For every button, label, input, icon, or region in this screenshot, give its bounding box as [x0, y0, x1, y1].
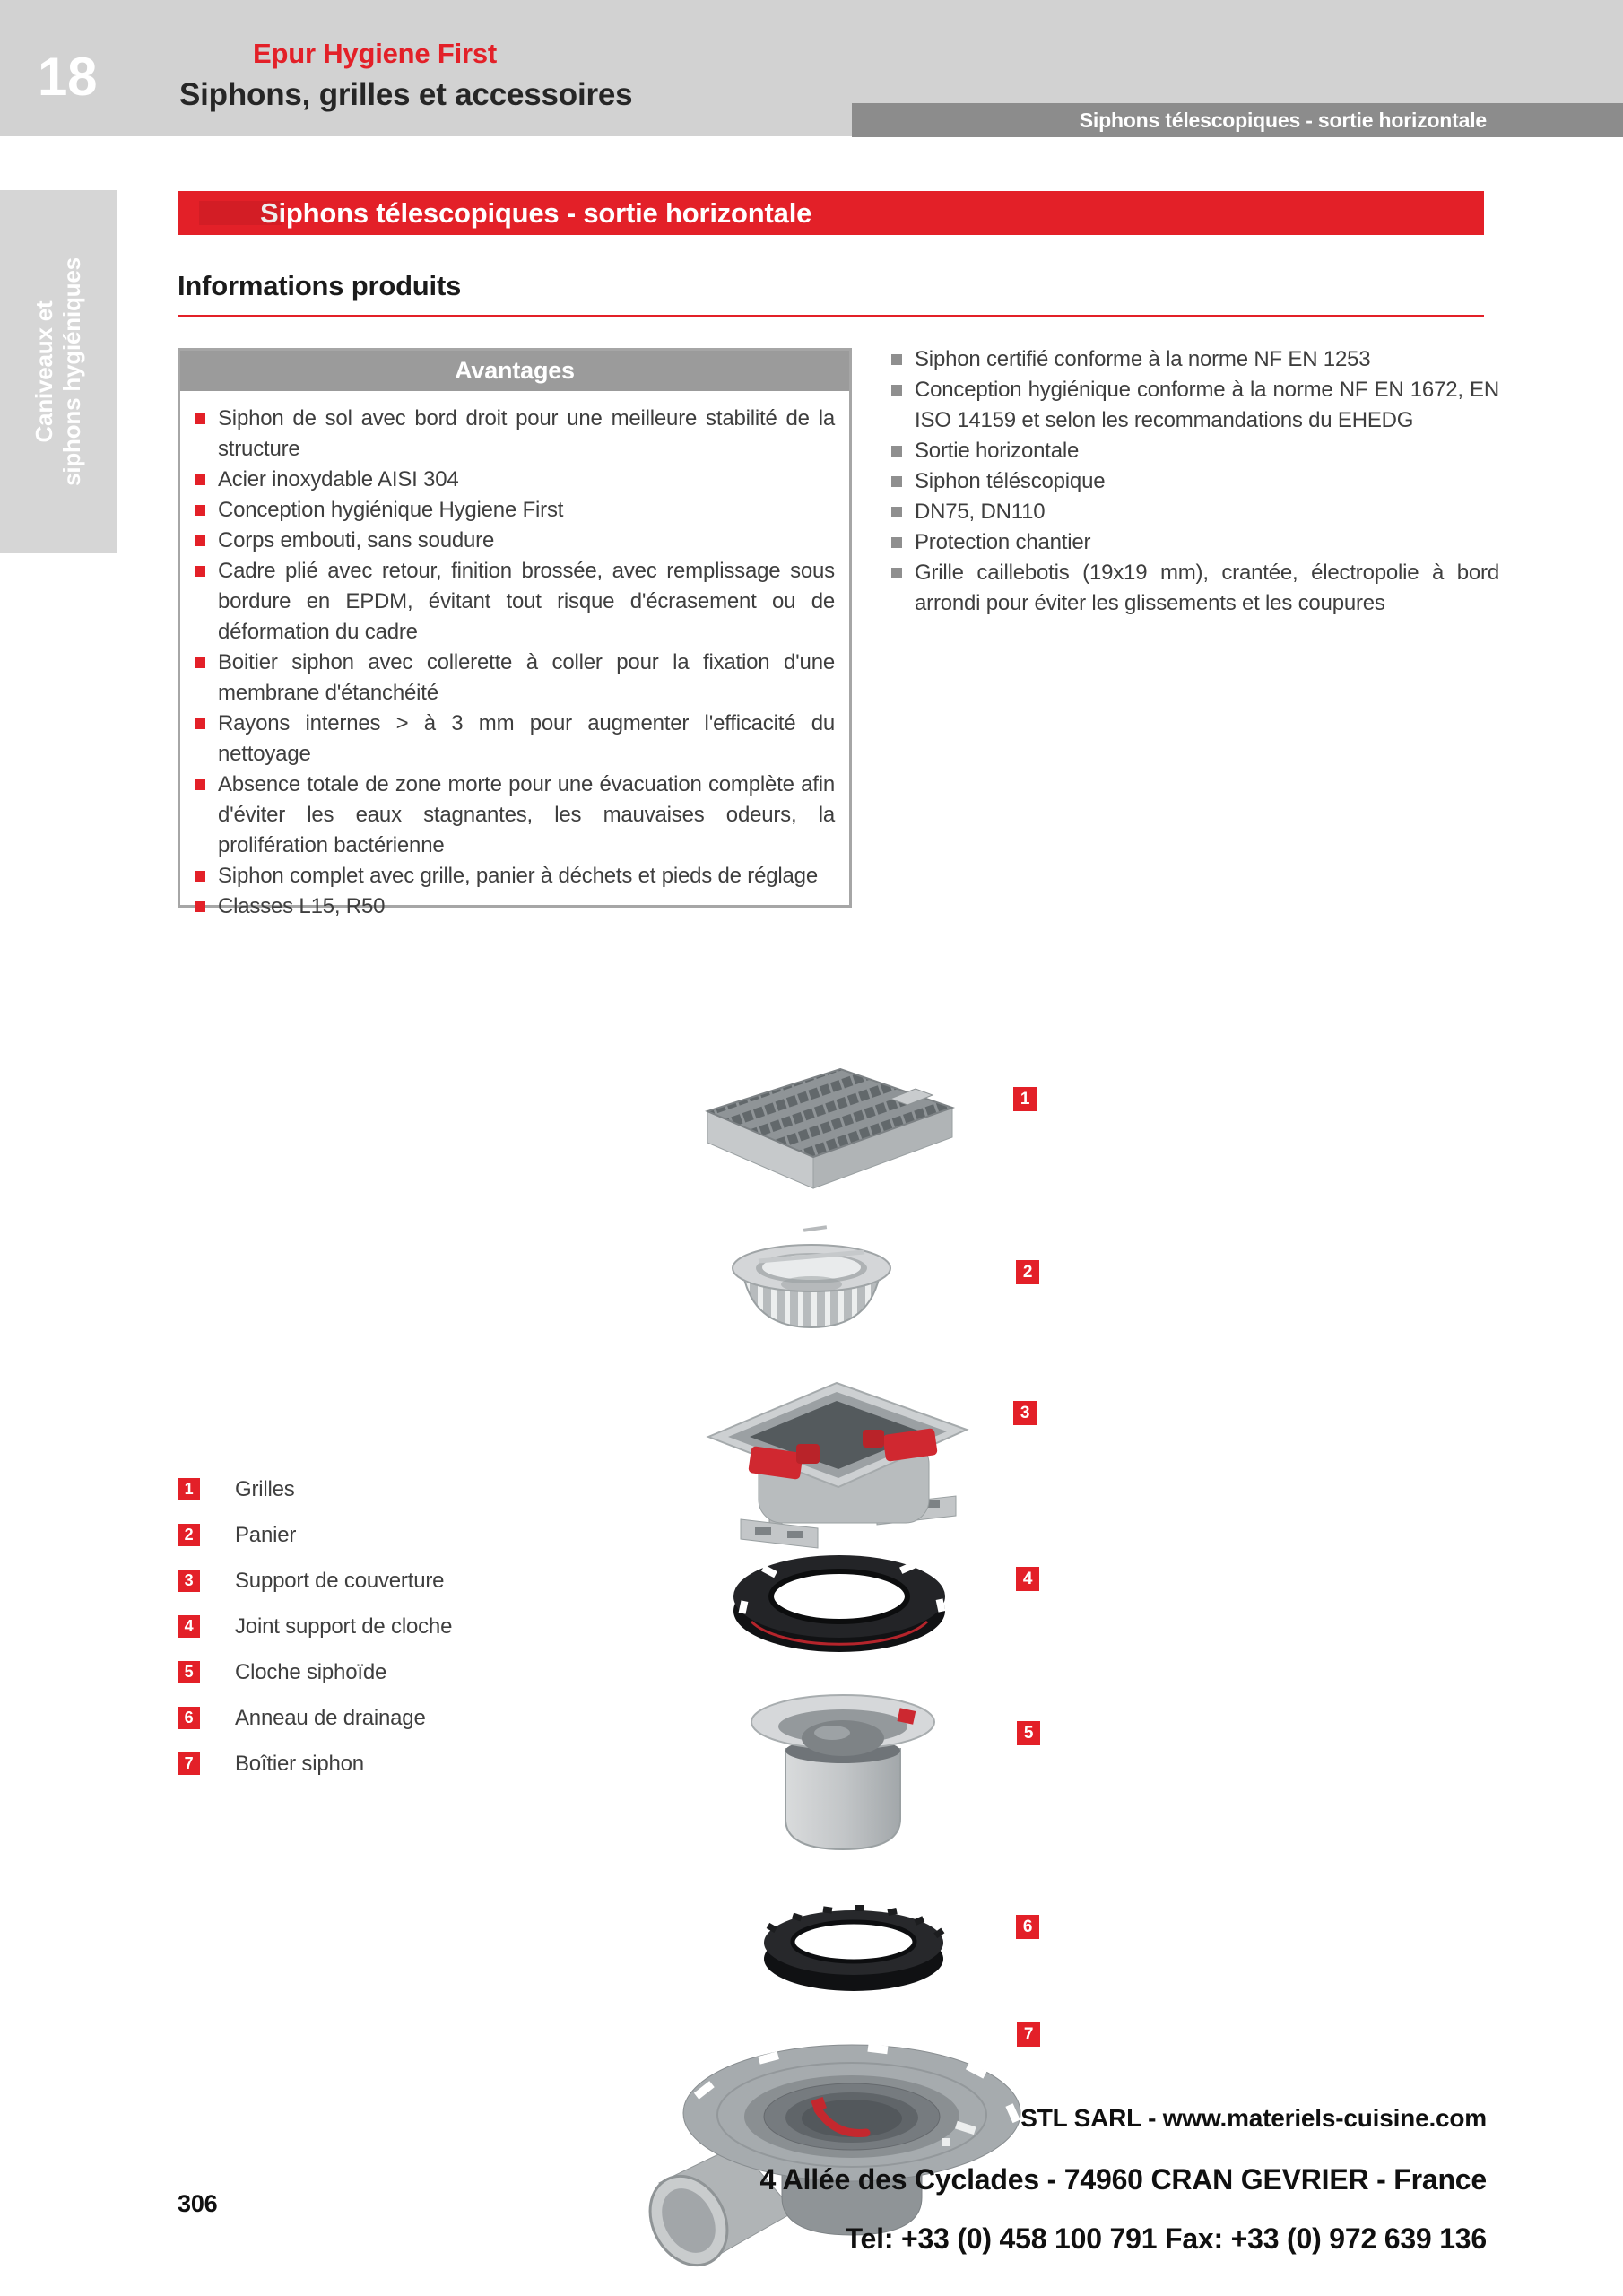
legend-number-badge: 5: [178, 1661, 200, 1683]
section-heading: Informations produits: [178, 270, 462, 301]
heading-underline: [178, 315, 1484, 317]
list-item: Corps embouti, sans soudure: [195, 526, 835, 556]
section-banner-label: Siphons télescopiques - sortie horizontale: [260, 197, 812, 229]
figure-marker-7: 7: [1017, 2022, 1040, 2047]
legend-row: 3 Support de couverture: [178, 1570, 452, 1592]
list-item: Conception hygiénique Hygiene First: [195, 495, 835, 526]
list-item: Cadre plié avec retour, finition brossée, avec remplissage sous bordure en EPDM, évitant tout risque d'écrasement ou de déformation du cadre: [195, 556, 835, 648]
bullet-square-icon: [195, 718, 205, 729]
bullet-square-icon: [195, 779, 205, 790]
list-item: Classes L15, R50: [195, 891, 835, 922]
legend-row: 6 Anneau de drainage: [178, 1707, 452, 1729]
bullet-square-icon: [891, 507, 902, 517]
panier-illustration: [733, 1245, 890, 1327]
breadcrumb-banner: Siphons télescopiques - sortie horizontale: [852, 103, 1623, 137]
figure-marker-5: 5: [1017, 1721, 1040, 1745]
chapter-title: Siphons, grilles et accessoires: [179, 77, 633, 112]
bullet-square-icon: [891, 568, 902, 578]
legend-number-badge: 1: [178, 1478, 200, 1500]
list-item: DN75, DN110: [891, 497, 1499, 527]
legend-number-badge: 6: [178, 1707, 200, 1729]
advantages-list: [195, 404, 835, 922]
legend-row: 5 Cloche siphoïde: [178, 1661, 452, 1683]
bullet-square-icon: [195, 566, 205, 577]
bullet-square-icon: [891, 385, 902, 396]
legend-number-badge: 4: [178, 1615, 200, 1638]
bullet-square-icon: [195, 871, 205, 882]
figure-marker-2: 2: [1016, 1260, 1039, 1284]
bullet-square-icon: [195, 901, 205, 912]
footer-address-line: 4 Allée des Cyclades - 74960 CRAN GEVRIER - France: [759, 2163, 1487, 2196]
list-item: Rayons internes > à 3 mm pour augmenter l'efficacité du nettoyage: [195, 709, 835, 770]
bullet-square-icon: [195, 535, 205, 546]
legend-list: [178, 1478, 452, 1798]
list-item: Sortie horizontale: [891, 436, 1499, 466]
page-number: 306: [178, 2190, 218, 2217]
legend-number-badge: 7: [178, 1752, 200, 1775]
list-item: Siphon certifié conforme à la norme NF EN 1253: [891, 344, 1499, 375]
list-item: Absence totale de zone morte pour une évacuation complète afin d'éviter les eaux stagnantes, les mauvaises odeurs, la prolifération bactérienne: [195, 770, 835, 861]
advantages-header: Avantages: [180, 351, 849, 391]
brand-title: Epur Hygiene First: [253, 38, 498, 69]
exploded-axis-dash: [803, 1225, 827, 1232]
grille-illustration: [707, 1069, 952, 1188]
figure-marker-1: 1: [1013, 1087, 1037, 1111]
list-item: Grille caillebotis (19x19 mm), crantée, électropolie à bord arrondi pour éviter les glissements et les coupures: [891, 558, 1499, 619]
legend-row: 7 Boîtier siphon: [178, 1752, 452, 1775]
list-item: Siphon téléscopique: [891, 466, 1499, 497]
chapter-number: 18: [38, 47, 98, 107]
section-banner-ghost-mark: [199, 201, 282, 225]
legend-number-badge: 3: [178, 1570, 200, 1592]
support-couverture-illustration: [708, 1383, 967, 1548]
exploded-view-figure: [574, 1022, 1076, 2296]
bullet-square-icon: [195, 474, 205, 485]
list-item: Boitier siphon avec collerette à coller pour la fixation d'une membrane d'étanchéité: [195, 648, 835, 709]
bullet-square-icon: [891, 354, 902, 365]
footer-phone-line: Tel: +33 (0) 458 100 791 Fax: +33 (0) 972 639 136: [845, 2222, 1487, 2255]
legend-number-badge: 2: [178, 1524, 200, 1546]
figure-marker-6: 6: [1016, 1915, 1039, 1939]
bullet-square-icon: [891, 537, 902, 548]
sidebar-tab-line1: Caniveaux et: [30, 300, 57, 443]
sidebar-category-tab: [0, 190, 117, 553]
advantages-box: [178, 348, 852, 918]
figure-marker-4: 4: [1016, 1567, 1039, 1591]
legend-row: 4 Joint support de cloche: [178, 1615, 452, 1638]
list-item: Siphon de sol avec bord droit pour une meilleure stabilité de la structure: [195, 404, 835, 465]
features-list: [891, 344, 1499, 619]
list-item: Conception hygiénique conforme à la norme NF EN 1672, EN ISO 14159 et selon les recommandations du EHEDG: [891, 375, 1499, 436]
figure-marker-3: 3: [1013, 1401, 1037, 1425]
sidebar-tab-label: [0, 190, 117, 553]
cloche-siphoide-illustration: [751, 1695, 934, 1849]
list-item: Protection chantier: [891, 527, 1499, 558]
bullet-square-icon: [195, 413, 205, 424]
footer-company-line: STL SARL - www.materiels-cuisine.com: [1020, 2104, 1487, 2132]
sidebar-tab-line2: siphons hygiéniques: [58, 257, 85, 486]
list-item: Acier inoxydable AISI 304: [195, 465, 835, 495]
legend-row: 1 Grilles: [178, 1478, 452, 1500]
bullet-square-icon: [195, 505, 205, 516]
section-banner: [178, 191, 1484, 235]
anneau-drainage-illustration: [764, 1905, 944, 1991]
bullet-square-icon: [891, 476, 902, 487]
bullet-square-icon: [195, 657, 205, 668]
joint-support-cloche-illustration: [733, 1555, 945, 1652]
legend-row: 2 Panier: [178, 1524, 452, 1546]
bullet-square-icon: [891, 446, 902, 457]
list-item: Siphon complet avec grille, panier à déchets et pieds de réglage: [195, 861, 835, 891]
